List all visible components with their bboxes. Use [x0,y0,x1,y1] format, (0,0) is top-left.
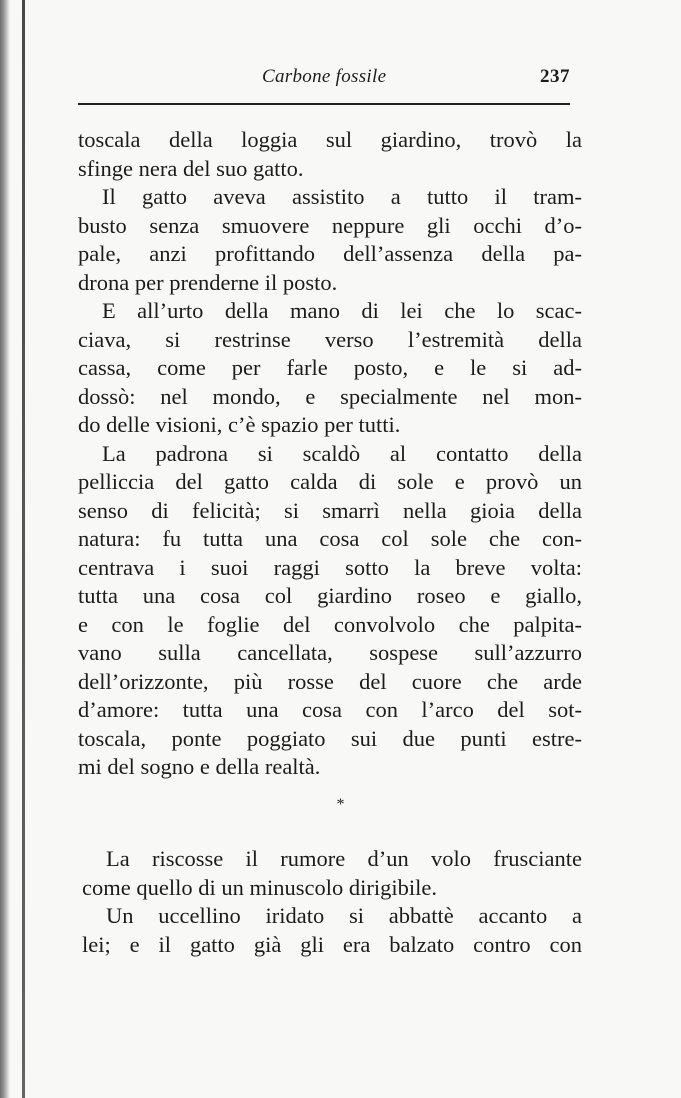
paragraph [78,126,582,183]
binding-edge [0,0,10,1098]
text-line: lei; e il gatto già gli era balzato contro con [82,931,582,957]
text-line: ciava, si restrinse verso l’estremità della [78,326,582,352]
text-line: dossò: nel mondo, e specialmente nel mon- [78,383,582,409]
header-rule [78,103,570,105]
text-line: tutta una cosa col giardino roseo e giallo, [78,583,582,608]
section-break-asterisk: * [336,796,345,813]
body-text-bottom [82,845,582,959]
text-line: pale, anzi profittando dell’assenza della pa- [78,241,582,266]
text-line: Un uccellino iridato si abbattè accanto a [106,903,582,928]
page-header [78,66,570,94]
text-line: sfinge nera del suo gatto. [78,155,304,181]
text-line: senso di felicità; si smarrì nella gioia della [78,497,582,523]
paragraph [78,183,582,297]
text-line: La riscosse il rumore d’un volo frusciante [106,846,582,871]
page-number: 237 [540,66,570,87]
text-line: natura: fu tutta una cosa col sole che con- [78,526,582,551]
paragraph [82,902,582,959]
text-line: La padrona si scaldò al contatto della [102,440,582,466]
text-line: toscala, ponte poggiato sui due punti estre- [78,725,582,751]
text-line: busto senza smuovere neppure gli occhi d’o- [78,212,582,238]
text-line: Il gatto aveva assistito a tutto il tram- [102,184,582,209]
text-line: e con le foglie del convolvolo che palpita- [78,611,582,637]
text-line: d’amore: tutta una cosa con l’arco del sot- [78,697,582,722]
text-line: cassa, come per farle posto, e le si ad- [78,355,582,380]
text-line: come quello di un minuscolo dirigibile. [82,874,437,900]
paragraph [78,297,582,440]
binding-shadow [22,0,25,1098]
text-line: centrava i suoi raggi sotto la breve volta: [78,554,582,580]
text-line: vano sulla cancellata, sospese sull’azzurro [78,640,582,665]
text-line: toscala della loggia sul giardino, trovò la [78,127,582,152]
running-title: Carbone fossile [262,66,387,87]
paragraph [78,440,582,782]
text-line: mi del sogno e della realtà. [78,754,321,779]
text-line: pelliccia del gatto calda di sole e provò un [78,469,582,494]
text-line: E all’urto della mano di lei che lo scac- [102,298,582,323]
text-line: dell’orizzonte, più rosse del cuore che arde [78,668,582,694]
text-line: do delle visioni, c’è spazio per tutti. [78,412,401,437]
paragraph [82,845,582,902]
text-line: drona per prenderne il posto. [78,269,338,295]
body-text-top [78,126,582,782]
